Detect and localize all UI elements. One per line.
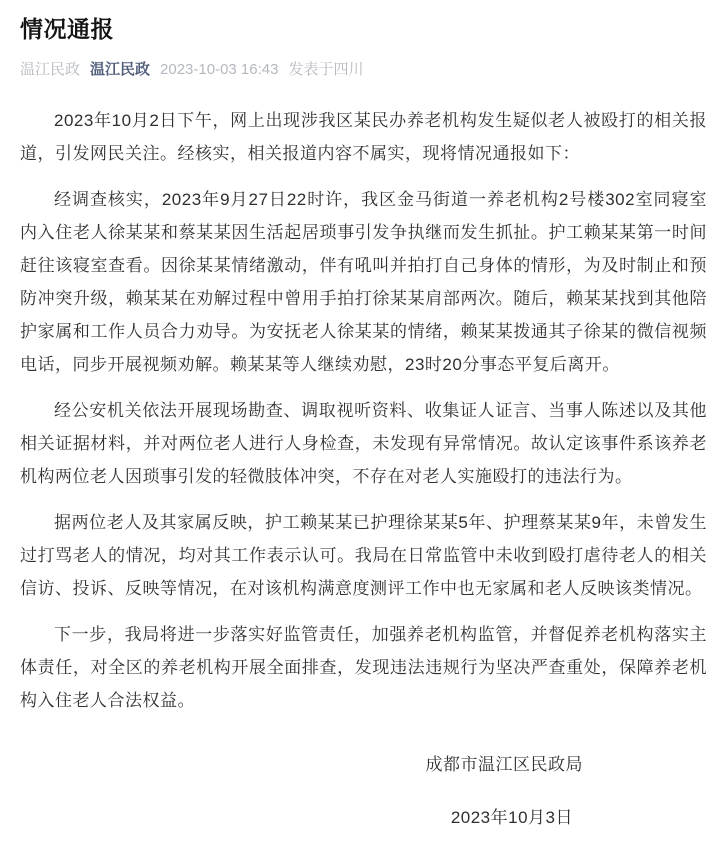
body-paragraph: 下一步，我局将进一步落实好监管责任，加强养老机构监管，并督促养老机构落实主体责任，对全区的养老机构开展全面排查，发现违法违规行为坚决严查重处，保障养老机构入住老人合法权益。: [20, 625, 707, 710]
publish-location: 发表于四川: [288, 61, 364, 78]
page-title: 情况通报: [20, 16, 114, 42]
issue-date: 2023年10月3日: [450, 808, 573, 827]
meta-row: [20, 60, 707, 80]
publish-timestamp: 2023-10-03 16:43: [160, 61, 279, 78]
issuer-signature: 成都市温江区民政局: [425, 755, 583, 774]
author-name: 温江民政: [20, 61, 81, 78]
body-paragraph: 经公安机关依法开展现场勘查、调取视听资料、收集证人证言、当事人陈述以及其他相关证据材料，并对两位老人进行人身检查，未发现有异常情况。故认定该事件系该养老机构两位老人因琐事引发的轻微肢体冲突，不存在对老人实施殴打的违法行为。: [20, 401, 707, 486]
account-name-link[interactable]: 温江民政: [90, 61, 151, 78]
body-paragraph: 2023年10月2日下午，网上出现涉我区某民办养老机构发生疑似老人被殴打的相关报道，引发网民关注。经核实，相关报道内容不属实，现将情况通报如下：: [20, 111, 707, 163]
article-body: [20, 104, 707, 834]
body-paragraph: 经调查核实，2023年9月27日22时许，我区金马街道一养老机构2号楼302室同寝室内入住老人徐某某和蔡某某因生活起居琐事引发争执继而发生抓扯。护工赖某某第一时间赶往该寝室查看。因徐某某情绪激动，伴有吼叫并拍打自己身体的情形，为及时制止和预防冲突升级，赖某某在劝解过程中曾用手拍打徐某某肩部两次。随后，赖某某找到其他陪护家属和工作人员合力劝导。为安抚老人徐某某的情绪，赖某某拨通其子徐某的微信视频电话，同步开展视频劝解。赖某某等人继续劝慰，23时20分事态平复后离开。: [20, 190, 707, 374]
body-paragraph: 据两位老人及其家属反映，护工赖某某已护理徐某某5年、护理蔡某某9年，未曾发生过打骂老人的情况，均对其工作表示认可。我局在日常监管中未收到殴打虐待老人的相关信访、投诉、反映等情况，在对该机构满意度测评工作中也无家属和老人反映该类情况。: [20, 513, 707, 598]
